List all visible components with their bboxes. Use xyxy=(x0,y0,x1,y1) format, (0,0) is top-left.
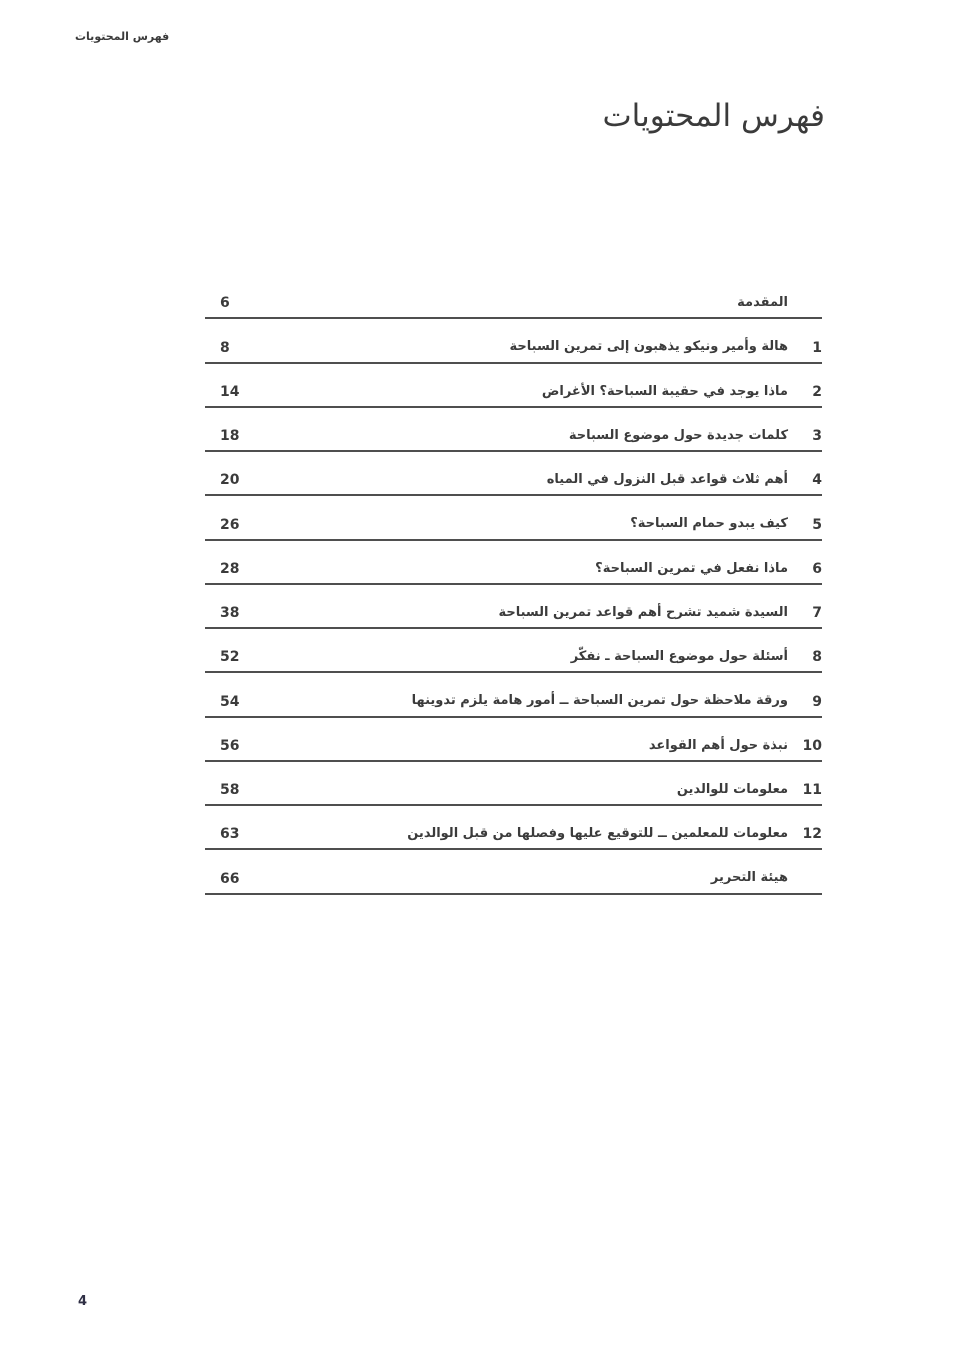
toc-entry-title: كلمات جديدة حول موضوع السباحة xyxy=(568,427,788,443)
toc-entry-title: السيدة شميد تشرح أهم قواعد تمرين السباحة xyxy=(498,604,788,620)
toc-entry-title: ورقة ملاحظة حول تمرين السباحة ــ أمور هامة يلزم تدوينها xyxy=(411,693,788,709)
toc-page-number: 58 xyxy=(220,782,240,798)
toc-row xyxy=(205,870,822,894)
page-title: فهرس المحتويات xyxy=(602,98,825,134)
toc-row xyxy=(205,295,822,319)
toc-row xyxy=(205,782,822,806)
toc-row xyxy=(205,384,822,408)
toc-row xyxy=(205,428,822,452)
toc-page-number: 38 xyxy=(220,605,240,621)
toc-chapter-number: 4 xyxy=(812,472,822,489)
toc-page-number: 28 xyxy=(220,560,240,577)
toc-entry-title: ماذا يوجد في حقيبة السباحة؟ الأغراض xyxy=(541,383,788,399)
toc-chapter-number: 8 xyxy=(812,649,822,666)
toc-page-number: 20 xyxy=(220,472,240,489)
toc-page-number: 6 xyxy=(220,295,230,312)
toc-page-number: 56 xyxy=(220,737,240,754)
toc-row xyxy=(205,561,822,585)
toc-row xyxy=(205,738,822,762)
toc-chapter-number: 7 xyxy=(812,605,822,621)
toc-entry-title: هالة وأمير ونيكو يذهبون إلى تمرين السباحة xyxy=(509,339,788,355)
toc-row xyxy=(205,339,822,363)
toc-page-number: 8 xyxy=(220,339,230,356)
toc-chapter-number: 5 xyxy=(812,516,822,533)
toc-page-number: 18 xyxy=(220,428,240,444)
toc-entry-title: ماذا نفعل في تمرين السباحة؟ xyxy=(595,560,788,576)
toc-row xyxy=(205,826,822,850)
toc-chapter-number: 6 xyxy=(812,560,822,577)
toc-chapter-number: 9 xyxy=(812,693,822,710)
folio-page-number: 4 xyxy=(78,1294,88,1309)
toc-chapter-number: 3 xyxy=(812,428,822,444)
toc-page-number: 14 xyxy=(220,383,240,400)
toc-entry-title: نبذة حول أهم القواعد xyxy=(648,737,788,753)
toc-chapter-number: 2 xyxy=(812,383,822,400)
toc-row xyxy=(205,693,822,717)
toc-row xyxy=(205,649,822,673)
toc-entry-title: معلومات للمعلمين ــ للتوقيع عليها وفصلها من قبل الوالدين xyxy=(407,826,788,841)
toc-entry-title: أهم ثلاث قواعد قبل النزول في المياه xyxy=(546,472,788,487)
toc-entry-title: هيئة التحرير xyxy=(710,870,788,886)
running-header: فهرس المحتويات xyxy=(75,30,170,43)
table-of-contents xyxy=(205,295,822,915)
toc-row xyxy=(205,516,822,540)
toc-entry-title: أسئلة حول موضوع السباحة ـ نفكّر xyxy=(570,649,788,664)
toc-entry-title: المقدمة xyxy=(737,295,788,310)
toc-chapter-number: 12 xyxy=(802,826,822,843)
toc-page-number: 26 xyxy=(220,516,240,533)
toc-row xyxy=(205,605,822,629)
toc-chapter-number: 11 xyxy=(802,782,822,798)
toc-page-number: 52 xyxy=(220,649,240,666)
toc-page-number: 66 xyxy=(220,870,240,887)
toc-chapter-number: 1 xyxy=(812,339,822,356)
toc-entry-title: كيف يبدو حمام السباحة؟ xyxy=(630,516,788,532)
toc-entry-title: معلومات للوالدين xyxy=(676,781,788,797)
toc-chapter-number: 10 xyxy=(802,737,822,754)
toc-page-number: 63 xyxy=(220,826,240,843)
toc-row xyxy=(205,472,822,496)
toc-page-number: 54 xyxy=(220,693,240,710)
